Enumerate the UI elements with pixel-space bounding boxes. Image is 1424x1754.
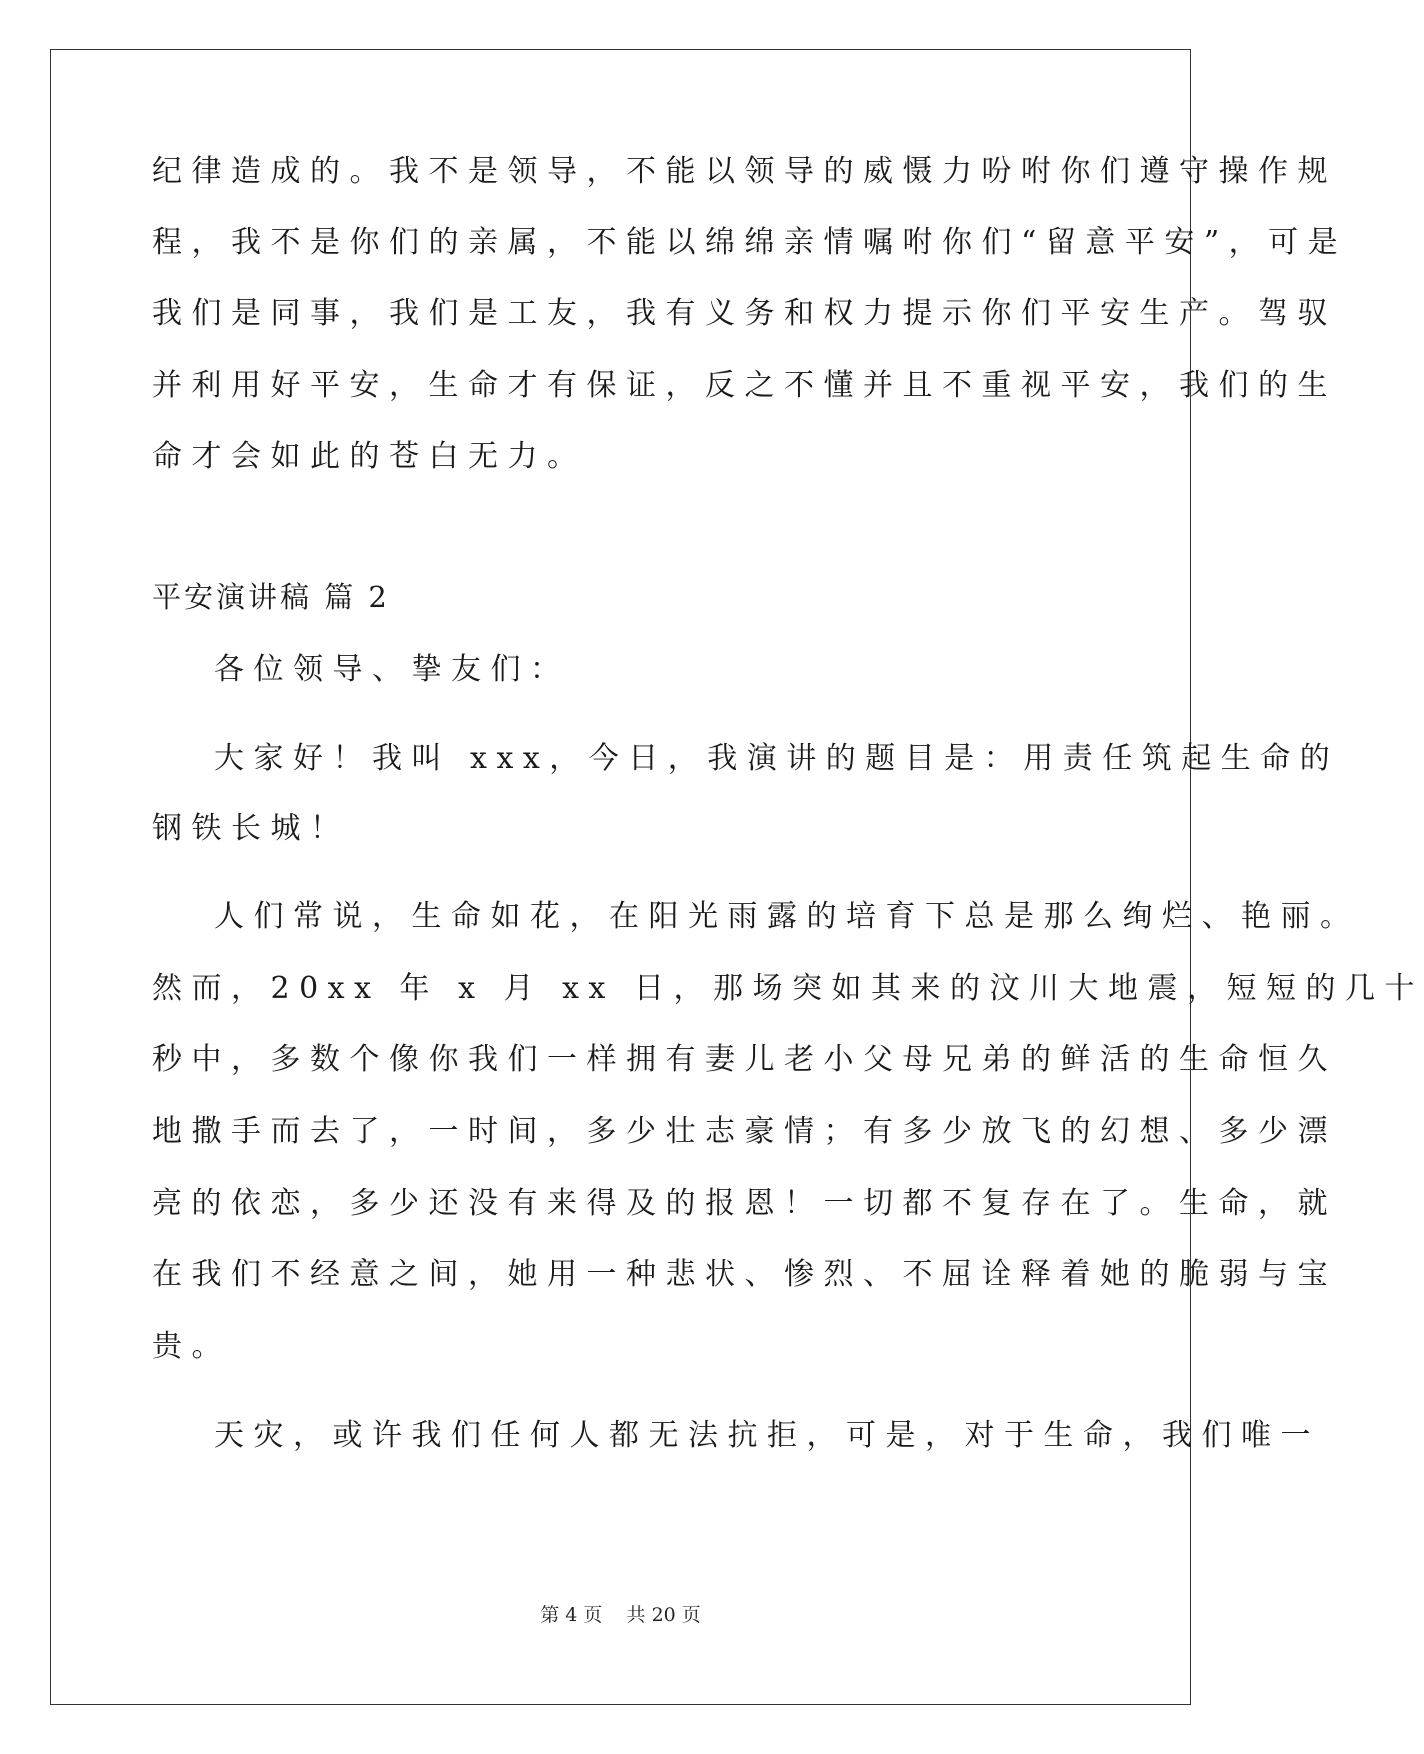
body-line: 我们是同事，我们是工友，我有义务和权力提示你们平安生产。驾驭 <box>152 296 1337 331</box>
body-line: 钢铁长城！ <box>152 811 350 846</box>
body-line: 秒中，多数个像你我们一样拥有妻儿老小父母兄弟的鲜活的生命恒久 <box>152 1042 1337 1077</box>
page-footer <box>0 1602 1241 1628</box>
body-line: 程，我不是你们的亲属，不能以绵绵亲情嘱咐你们“留意平安”，可是 <box>152 225 1348 260</box>
body-line: 在我们不经意之间，她用一种悲状、惨烈、不屈诠释着她的脆弱与宝 <box>152 1257 1337 1292</box>
body-line: 大家好！我叫 xxx，今日，我演讲的题目是：用责任筑起生命的 <box>214 741 1340 776</box>
body-line: 亮的依恋，多少还没有来得及的报恩！一切都不复存在了。生命，就 <box>152 1186 1337 1221</box>
body-line: 贵。 <box>152 1329 231 1364</box>
body-line: 命才会如此的苍白无力。 <box>152 439 587 474</box>
page-total: 共 20 页 <box>626 1604 701 1626</box>
salutation: 各位领导、挚友们： <box>214 652 570 687</box>
section-heading: 平安演讲稿 篇 2 <box>152 580 390 614</box>
body-line: 然而，20xx 年 x 月 xx 日，那场突如其来的汶川大地震，短短的几十 <box>152 971 1424 1006</box>
page-number: 第 4 页 <box>540 1604 603 1626</box>
body-line: 并利用好平安，生命才有保证，反之不懂并且不重视平安，我们的生 <box>152 368 1337 403</box>
body-line: 人们常说，生命如花，在阳光雨露的培育下总是那么绚烂、艳丽。 <box>214 899 1360 934</box>
body-line: 天灾，或许我们任何人都无法抗拒，可是，对于生命，我们唯一 <box>214 1418 1320 1453</box>
body-line: 纪律造成的。我不是领导，不能以领导的威慑力吩咐你们遵守操作规 <box>152 154 1337 189</box>
body-line: 地撒手而去了，一时间，多少壮志豪情；有多少放飞的幻想、多少漂 <box>152 1114 1337 1149</box>
